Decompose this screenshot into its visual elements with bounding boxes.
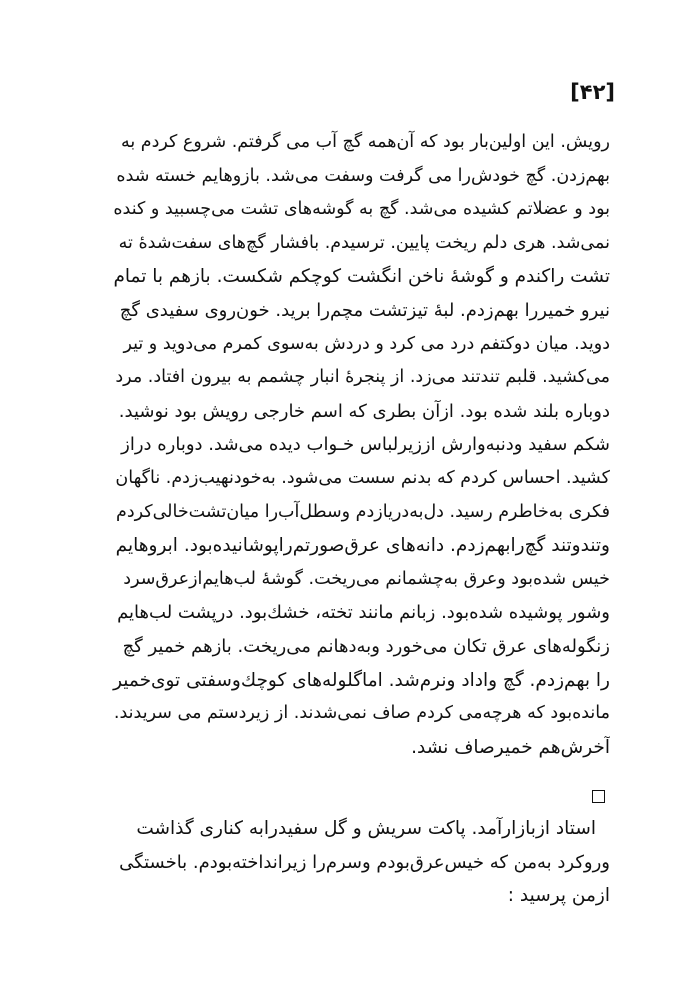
text-line: وروکرد به‌من که خیس‌عرق‌بودم وسرم‌را زیرانداخته‌بودم. باخستگی <box>119 851 610 873</box>
text-line: وتندوتند گچ‌رابهم‌زدم. دانه‌های عرق‌صورتم‌راپوشانیده‌بود. ابروهایم <box>115 535 610 557</box>
text-line: فکری به‌خاطرم رسید. دل‌به‌دریازدم وسطل‌آب‌را میان‌تشت‌خالی‌کردم <box>115 501 610 522</box>
text-line: استاد ازبازارآمد. پاکت سریش و گل سفیدرابه کناری گذاشت <box>136 818 596 839</box>
text-line: نیرو خمیررا بهم‌زدم. لبهٔ تیزتشت مچم‌را برید. خون‌روی سفیدی گچ <box>119 299 610 321</box>
text-line: شکم سفید ودنبه‌وارش اززیرلباس خـواب دیده می‌شد. دوباره دراز <box>121 434 610 456</box>
text-line: خیس شده‌بود وعرق به‌چشمانم می‌ریخت. گوشهٔ لب‌هایم‌ازعرق‌سرد <box>123 568 610 589</box>
text-line: بود و عضلاتم کشیده می‌شد. گچ به گوشه‌های تشت می‌چسبید و کنده <box>113 199 610 220</box>
text-line: کشید. احساس کردم که بدنم سست می‌شود. به‌خودنهیب‌زدم. ناگهان <box>115 467 610 488</box>
text-line: را بهم‌زدم. گچ واداد ونرم‌شد. اماگلوله‌های کوچك‌وسفتی توی‌خمیر <box>113 669 610 691</box>
text-line: دوباره بلند شده بود. ازآن بطری که اسم خارجی رویش بود نوشید. <box>118 400 610 422</box>
text-line: زنگوله‌های عرق تکان می‌خورد وبه‌دهانم می‌ریخت. بازهم خمیر گچ <box>122 635 610 657</box>
text-line: می‌کشید. قلبم تندتند می‌زد. از پنجرهٔ انبار چشمم به بیرون افتاد. مرد <box>115 367 610 388</box>
text-line: بهم‌زدن. گچ خودش‌را می گرفت وسفت می‌شد. بازوهایم خسته شده <box>116 165 610 186</box>
text-line: وشور پوشیده شده‌بود. زبانم مانند تخته، خشك‌بود. درپشت لب‌هایم <box>117 602 610 624</box>
text-line: آخرش‌هم خمیرصاف نشد. <box>411 736 610 758</box>
page-number: [۴۲] <box>570 80 615 104</box>
paragraph-1 <box>112 126 610 764</box>
text-line: رویش. این اولین‌بار بود که آن‌همه گچ آب می گرفتم. شروع کردم به <box>120 132 610 152</box>
text-line: تشت راکندم و گوشهٔ ناخن انگشت کوچکم شکست. بازهم با تمام <box>113 266 610 288</box>
text-line: نمی‌شد. هری دلم ریخت پایین. ترسیدم. بافشار گچ‌های سفت‌شدهٔ ته <box>118 232 610 253</box>
text-line: ازمن پرسید : <box>507 885 610 907</box>
section-break-square-icon <box>592 790 605 803</box>
paragraph-2 <box>112 812 610 913</box>
text-line: مانده‌بود که هرچه‌می کردم صاف نمی‌شدند. از زیردستم می سریدند. <box>113 703 610 724</box>
text-line: دوید. میان دوکتفم درد می کرد و دردش به‌سوی کمرم می‌دوید و تیر <box>123 333 610 354</box>
